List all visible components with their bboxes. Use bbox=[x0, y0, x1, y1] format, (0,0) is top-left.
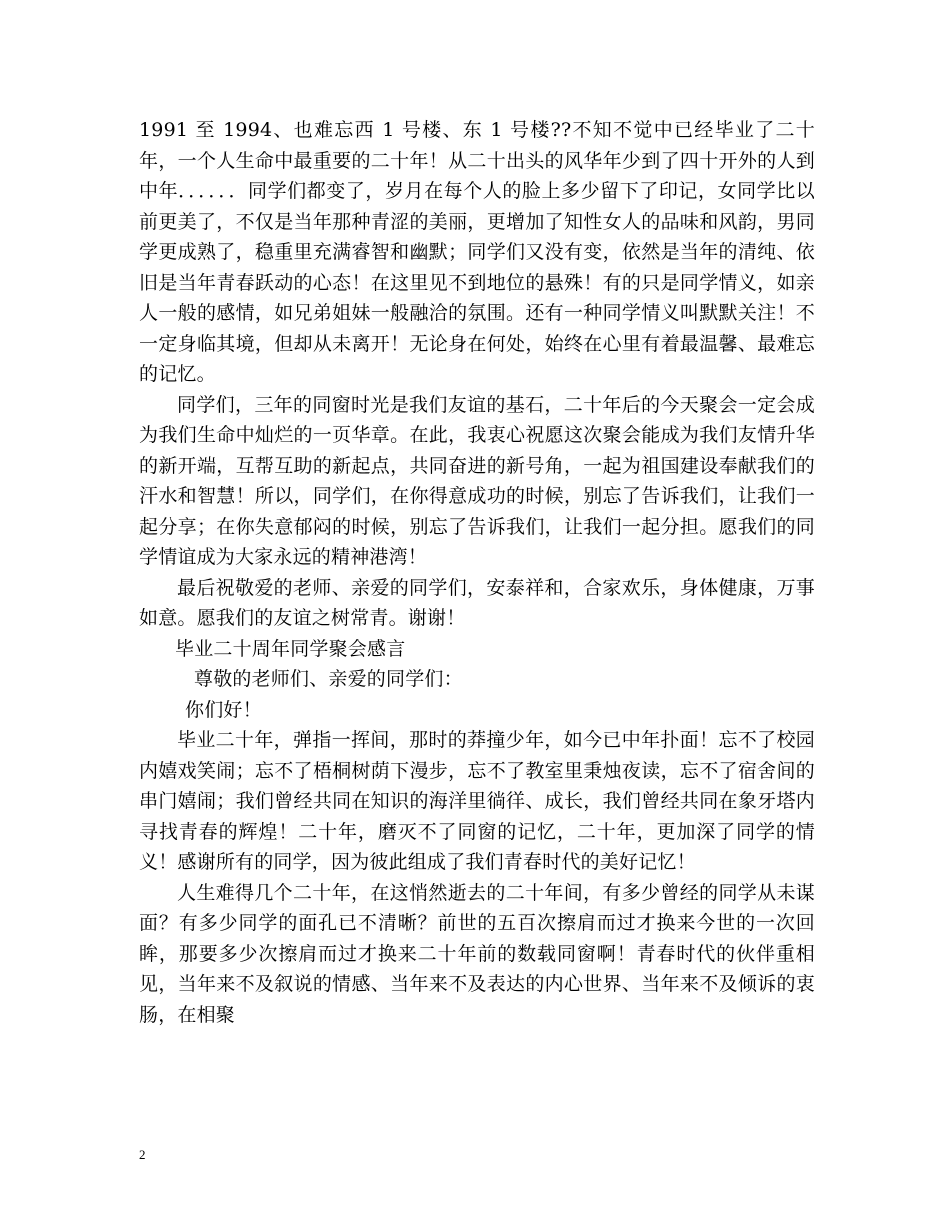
paragraph-memories: 1991 至 1994、也难忘西 1 号楼、东 1 号楼??不知不觉中已经毕业了二十年，一个人生命中最重要的二十年！从二十出头的风华年少到了四十开外的人到中年．．．．．．同学们都变了，岁月在每个人的脸上多少留下了印记，女同学比以前更美了，不仅是当年那种青涩的美丽，更增加了知性女人的品味和风韵，男同学更成熟了，稳重里充满睿智和幽默；同学们又没有变，依然是当年的清纯、依旧是当年青春跃动的心态！在这里见不到地位的悬殊！有的只是同学情义，如亲人一般的感情，如兄弟姐妹一般融洽的氛围。还有一种同学情义叫默默关注！不一定身临其境，但却从未离开！无论身在何处，始终在心里有着最温馨、最难忘的记忆。 bbox=[139, 119, 815, 385]
paragraph-closing-wishes: 最后祝敬爱的老师、亲爱的同学们，安泰祥和，合家欢乐，身体健康，万事如意。愿我们的友谊之树常青。谢谢！ bbox=[139, 576, 815, 629]
page-number: 2 bbox=[139, 1147, 146, 1162]
section-title: 毕业二十周年同学聚会感言 bbox=[175, 637, 406, 660]
paragraph-friendship: 同学们，三年的同窗时光是我们友谊的基石，二十年后的今天聚会一定会成为我们生命中灿烂的一页华章。在此，我衷心祝愿这次聚会能成为我们友情升华的新开端，互帮互助的新起点，共同奋进的新号角，一起为祖国建设奉献我们的汗水和智慧！所以，同学们，在你得意成功的时候，别忘了告诉我们，让我们一起分享；在你失意郁闷的时候，别忘了告诉我们，让我们一起分担。愿我们的同学情谊成为大家永远的精神港湾！ bbox=[139, 393, 815, 568]
paragraph-reunion: 人生难得几个二十年，在这悄然逝去的二十年间，有多少曾经的同学从未谋面？有多少同学的面孔已不清晰？前世的五百次擦肩而过才换来今世的一次回眸，那要多少次擦肩而过才换来二十年前的数载同窗啊！青春时代的伙伴重相见，当年来不及叙说的情感、当年来不及表达的内心世界、当年来不及倾诉的衷肠，在相聚 bbox=[139, 881, 815, 1026]
greeting: 你们好！ bbox=[185, 698, 262, 721]
salutation: 尊敬的老师们、亲爱的同学们： bbox=[194, 668, 463, 690]
paragraph-twenty-years: 毕业二十年，弹指一挥间，那时的莽撞少年，如今已中年扑面！忘不了校园内嬉戏笑闹；忘不了梧桐树荫下漫步，忘不了教室里秉烛夜读，忘不了宿舍间的串门嬉闹；我们曾经共同在知识的海洋里徜徉、成长，我们曾经共同在象牙塔内寻找青春的辉煌！二十年，磨灭不了同窗的记忆，二十年，更加深了同学的情义！感谢所有的同学，因为彼此组成了我们青春时代的美好记忆！ bbox=[139, 729, 815, 873]
document-body bbox=[139, 115, 815, 1030]
